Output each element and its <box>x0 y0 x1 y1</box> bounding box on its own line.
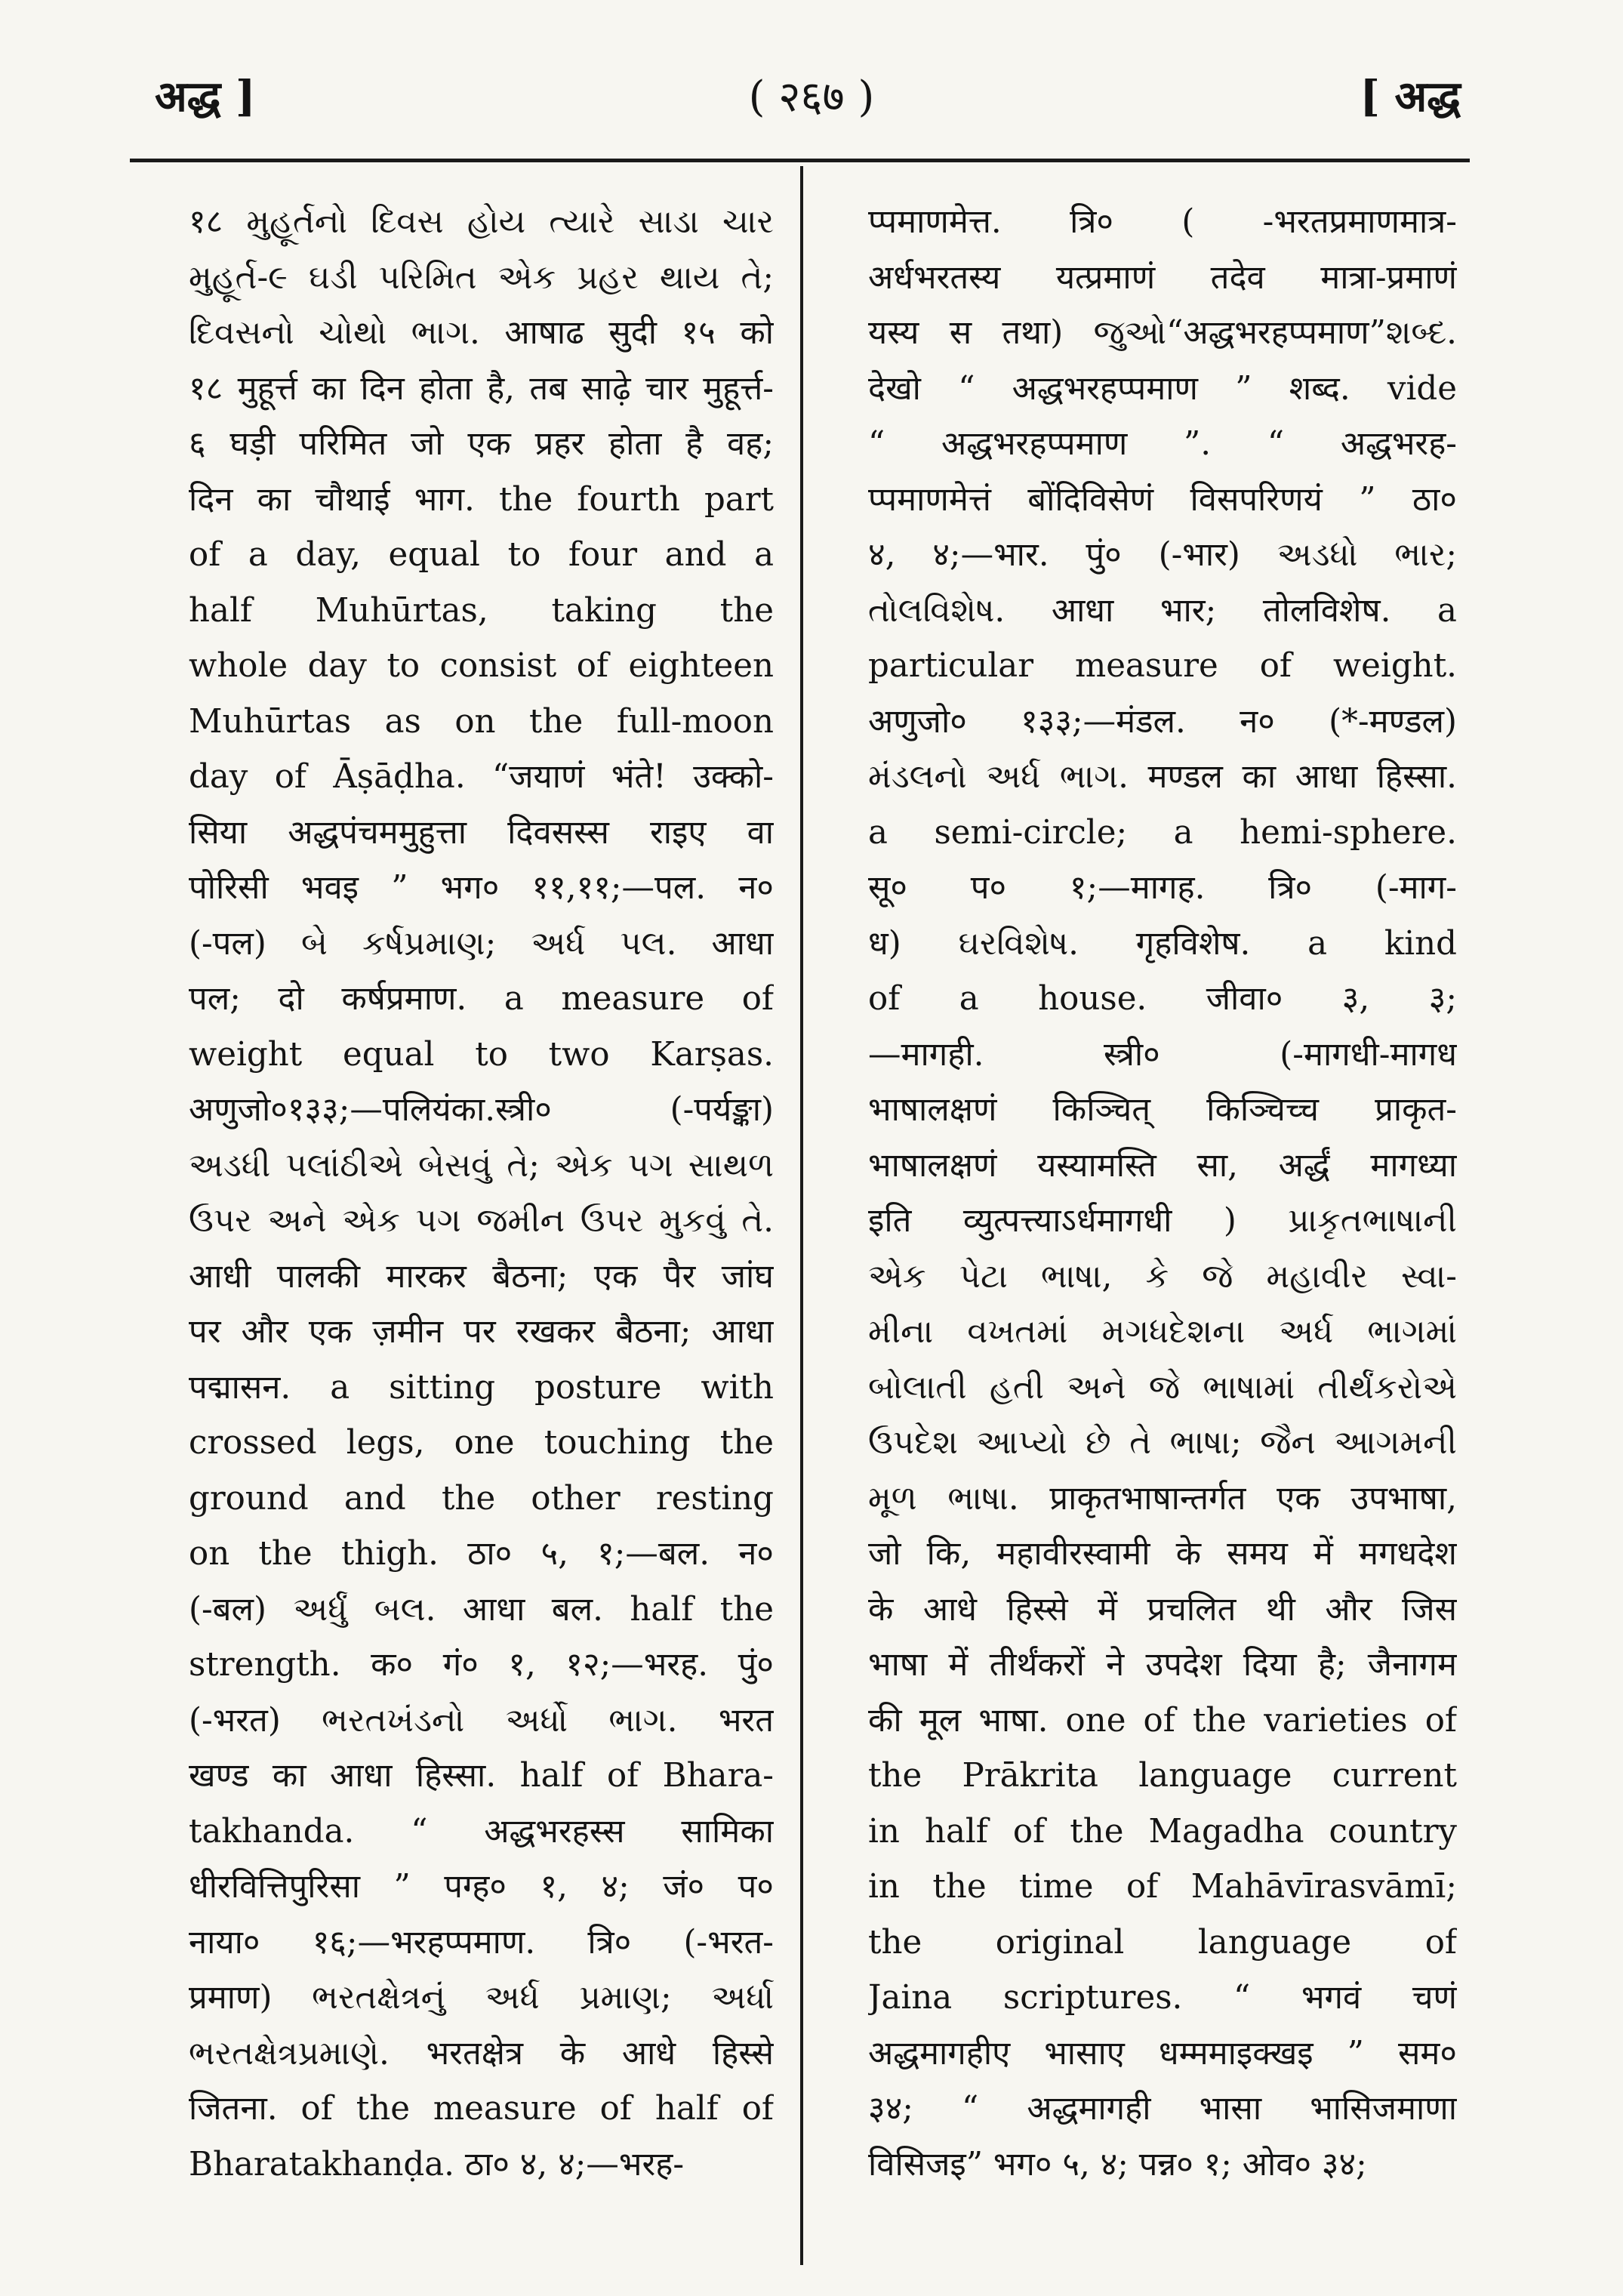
text-line: weight equal to two Karṣas. <box>189 1035 774 1074</box>
text-line: of a house. जीवा० ३, ३; <box>868 980 1457 1018</box>
text-line: whole day to consist of eighteen <box>189 647 774 685</box>
text-line: strength. क० गं० १, १२;—भरह. पुं० <box>189 1646 774 1684</box>
text-line: ઉપદેશ આપ્યો છે તે ભાષા; જૈન આગમની <box>868 1424 1457 1462</box>
text-line: મૂળ ભાષા. प्राकृतभाषान्तर्गत एक उपभाषा, <box>868 1479 1457 1518</box>
text-line: Bharatakhanḍa. ठा० ४, ४;—भरह- <box>189 2145 685 2184</box>
text-line: ground and the other resting <box>189 1479 774 1518</box>
text-line: भाषा में तीर्थंकरों ने उपदेश दिया है; जैनागम <box>868 1646 1457 1684</box>
text-line: —मागही. स्त्री० (-मागधी-मागध <box>868 1035 1457 1074</box>
text-line: १८ मुहूर्त्त का दिन होता है, तब साढ़े चार मुहूर्त्त- <box>189 369 774 408</box>
text-line: crossed legs, one touching the <box>189 1424 774 1462</box>
text-line: पद्मासन. a sitting posture with <box>189 1368 774 1407</box>
text-line: ६ घड़ी परिमित जो एक प्रहर होता है वह; <box>189 425 774 463</box>
text-line: બોલાતી હતી અને જે ભાષામાં તીર્થંકરોએ <box>868 1368 1457 1407</box>
text-line: की मूल भाषा. one of the varieties of <box>868 1701 1457 1740</box>
text-line: Muhūrtas as on the full-moon <box>189 702 774 741</box>
text-line: जो कि, महावीरस्वामी के समय में मगधदेश <box>868 1535 1457 1573</box>
text-line: पल; दो कर्षप्रमाण. a measure of <box>189 980 774 1018</box>
text-line: a semi-circle; a hemi-sphere. <box>868 813 1457 852</box>
text-line: ध) ઘરવિશેષ. गृहविशेष. a kind <box>868 924 1457 963</box>
text-line: देखो “ अद्धभरहप्पमाण ” शब्द. vide <box>868 369 1457 408</box>
text-line: अणुजो० १३३;—मंडल. न० (*-मण्डल) <box>868 702 1457 741</box>
text-line: प्पमाणमेत्तं बोंदिविसेणं विसपरिणयं ” ठा० <box>868 480 1457 519</box>
text-line: the original language of <box>868 1923 1457 1962</box>
text-line: भाषालक्षणं यस्यामस्ति सा, अर्द्धं मागध्या <box>868 1146 1457 1185</box>
text-line: (-पल) બે કર્ષપ્રમાણ; અર્ધ પલ. आधा <box>189 924 774 963</box>
text-line: भाषालक्षणं किञ्चित् किञ्चिच्च प्राकृत- <box>868 1091 1457 1129</box>
text-line: जितना. of the measure of half of <box>189 2090 774 2128</box>
text-line: सू० प० १;—मागह. त्रि० (-माग- <box>868 869 1457 907</box>
text-line: १८ મુહૂર્તનો દિવસ હોય ત્યારે સાડા ચાર <box>189 203 774 241</box>
text-line: half Muhūrtas, taking the <box>189 591 774 630</box>
text-line: धीरवित्तिपुरिसा ” पग्ह० १, ४; जं० प० <box>189 1868 774 1906</box>
text-line: the Prākrita language current <box>868 1757 1457 1795</box>
text-line: મુહૂર્ત-૯ ઘડી પરિમિત એક પ્રહર થાય તે; <box>189 258 774 297</box>
text-line: in the time of Mahāvīrasvāmī; <box>868 1868 1457 1906</box>
text-line: Jaina scriptures. “ भगवं चणं <box>868 1979 1457 2017</box>
text-line: के आधे हिस्से में प्रचलित थी और जिस <box>868 1590 1457 1629</box>
text-line: पोरिसी भवइ ” भग० ११,११;—पल. न० <box>189 869 774 907</box>
text-line: તોલવિશેષ. आधा भार; तोलविशेष. a <box>868 591 1457 630</box>
left-column <box>189 195 774 2193</box>
text-line: अणुजो०१३३;—पलियंका.स्त्री० (-पर्यङ्का) <box>189 1091 774 1129</box>
text-line: ઉપર અને એક પગ જમીન ઉપર મુકવું તે. <box>189 1202 774 1240</box>
text-line: नाया० १६;—भरहप्पमाण. त्रि० (-भरत- <box>189 1923 774 1962</box>
text-line: इति व्युत्पत्त्याऽर्धमागधी ) પ્રાકૃતભાષાની <box>868 1202 1457 1240</box>
text-line: “ अद्धभरहप्पमाण ”. “ अद्धभरह- <box>868 425 1457 463</box>
text-line: અડધી પલાંઠીએ બેસવું તે; એક પગ સાથળ <box>189 1146 774 1185</box>
text-line: in half of the Magadha country <box>868 1812 1457 1851</box>
text-line: on the thigh. ठा० ५, १;—बल. न० <box>189 1535 774 1573</box>
text-line: प्रमाण) ભરતક્ષેત્રનું અર્ધ પ્રમાણ; અર્ધા <box>189 1979 774 2017</box>
page-number: ( २६७ ) <box>748 72 875 122</box>
text-line: (-बल) અર્ધું બલ. आधा बल. half the <box>189 1590 774 1629</box>
text-line: of a day, equal to four and a <box>189 536 774 574</box>
text-line: મંડલનો અર્ધ ભાગ. मण्डल का आधा हिस्सा. <box>868 758 1457 796</box>
text-line: ભરતક્ષેત્રપ્રમાણે. भरतक्षेत्र के आधे हिस्से <box>189 2034 774 2073</box>
right-column <box>868 195 1457 2193</box>
text-line: आधी पालकी मारकर बैठना; एक पैर जांघ <box>189 1257 774 1296</box>
running-head-left: अद्ध ] <box>155 72 256 122</box>
text-line: day of Āṣāḍha. “जयाणं भंते! उक्को- <box>189 758 774 796</box>
text-line: खण्ड का आधा हिस्सा. half of Bhara- <box>189 1757 774 1795</box>
column-divider <box>800 166 803 2265</box>
text-line: प्पमाणमेत्त. त्रि० ( -भरतप्रमाणमात्र- <box>868 203 1457 241</box>
running-head-right: [ अद्ध <box>1360 72 1461 122</box>
text-line: विसिजइ” भग० ५, ४; पन्न० १; ओव० ३४; <box>868 2145 1367 2184</box>
text-line: सिया अद्धपंचममुहुत्ता दिवसस्स राइए वा <box>189 813 774 852</box>
text-line: મીના વખતમાં મગધદેશના અર્ધ ભાગમાં <box>868 1313 1457 1351</box>
text-line: अद्धमागहीए भासाए धम्ममाइक्खइ ” सम० <box>868 2034 1457 2073</box>
text-line: takhanda. “ अद्धभरहस्स सामिका <box>189 1812 774 1851</box>
text-line: (-भरत) ભરતખંડનો અર્ધો ભાગ. भरत <box>189 1701 774 1740</box>
header-rule <box>130 159 1470 162</box>
text-line: particular measure of weight. <box>868 647 1457 685</box>
text-line: ४, ४;—भार. पुं० (-भार) અડધો ભાર; <box>868 536 1457 574</box>
text-line: अर्धभरतस्य यत्प्रमाणं तदेव मात्रा-प्रमाणं <box>868 258 1457 297</box>
text-line: यस्य स तथा) જુઓ“अद्धभरहप्पमाण”શબ્દ. <box>868 314 1457 352</box>
text-line: पर और एक ज़मीन पर रखकर बैठना; आधा <box>189 1313 774 1351</box>
text-line: ३४; “ अद्धमागही भासा भासिजमाणा <box>868 2090 1457 2128</box>
text-line: दिन का चौथाई भाग. the fourth part <box>189 480 774 519</box>
text-line: એક પેટા ભાષા, કે જે મહાવીર સ્વા- <box>868 1257 1457 1296</box>
text-line: દિવસનો ચોથો ભાગ. आषाढ सुदी १५ को <box>189 314 774 352</box>
